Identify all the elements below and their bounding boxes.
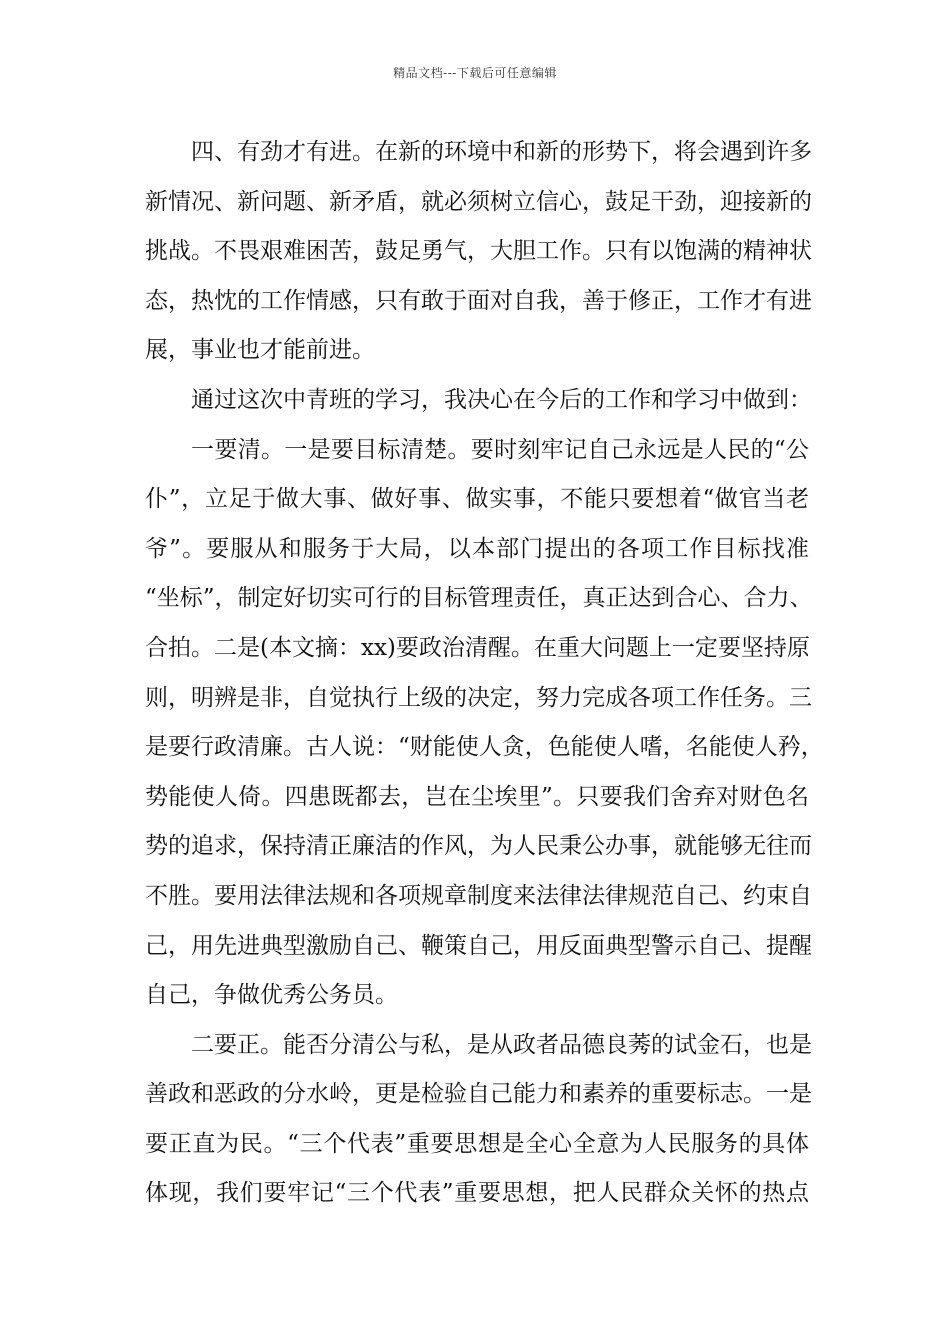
text-line: 善政和恶政的分水岭，更是检验自己能力和素养的重要标志。一是 bbox=[145, 1081, 812, 1108]
text-line: 则，明辨是非，自觉执行上级的决定，努力完成各项工作任务。三 bbox=[145, 684, 812, 711]
document-body bbox=[145, 128, 824, 1219]
text-line: 四、有劲才有进。在新的环境中和新的形势下，将会遇到许多 bbox=[191, 139, 812, 165]
text-line: “坐标”，制定好切实可行的目标管理责任，真正达到合心、合力、 bbox=[145, 585, 813, 612]
page-header: 精品文档---下载后可任意编辑 bbox=[393, 66, 557, 80]
text-line: 要正直为民。“三个代表”重要思想是全心全意为人民服务的具体 bbox=[145, 1130, 809, 1157]
text-line: 新情况、新问题、新矛盾，就必须树立信心，鼓足干劲，迎接新的 bbox=[145, 188, 812, 215]
text-line: 仆”，立足于做大事、做好事、做实事，不能只要想着“做官当老 bbox=[145, 486, 809, 513]
text-line: 是要行政清廉。古人说：“财能使人贪，色能使人嗜，名能使人矜， bbox=[145, 734, 824, 761]
text-line: 通过这次中青班的学习，我决心在今后的工作和学习中做到： bbox=[191, 386, 812, 413]
text-line: 不胜。要用法律法规和各项规章制度来法律法律规范自己、约束自 bbox=[145, 882, 812, 909]
text-line: 势能使人倚。四患既都去，岂在尘埃里”。只要我们舍弃对财色名 bbox=[145, 783, 809, 810]
text-line: 势的追求，保持清正廉洁的作风，为人民秉公办事，就能够无往而 bbox=[145, 833, 812, 860]
text-line: 展，事业也才能前进。 bbox=[145, 337, 375, 364]
text-line: 二要正。能否分清公与私，是从政者品德良莠的试金石，也是 bbox=[191, 1031, 812, 1058]
text-line: 爷”。要服从和服务于大局，以本部门提出的各项工作目标找准 bbox=[145, 535, 809, 562]
text-line: 一要清。一是要目标清楚。要时刻牢记自己永远是人民的“公 bbox=[191, 436, 809, 463]
text-line: 态，热忱的工作情感，只有敢于面对自我，善于修正，工作才有进 bbox=[145, 287, 812, 314]
text-line: 自己，争做优秀公务员。 bbox=[145, 982, 398, 1009]
text-line: 合拍。二是(本文摘：xx)要政治清醒。在重大问题上一定要坚持原 bbox=[145, 634, 810, 661]
text-line: 体现，我们要牢记“三个代表”重要思想，把人民群众关怀的热点 bbox=[145, 1180, 809, 1207]
text-line: 己，用先进典型激励自己、鞭策自己，用反面典型警示自己、提醒 bbox=[145, 932, 812, 959]
text-line: 挑战。不畏艰难困苦，鼓足勇气，大胆工作。只有以饱满的精神状 bbox=[145, 238, 812, 265]
